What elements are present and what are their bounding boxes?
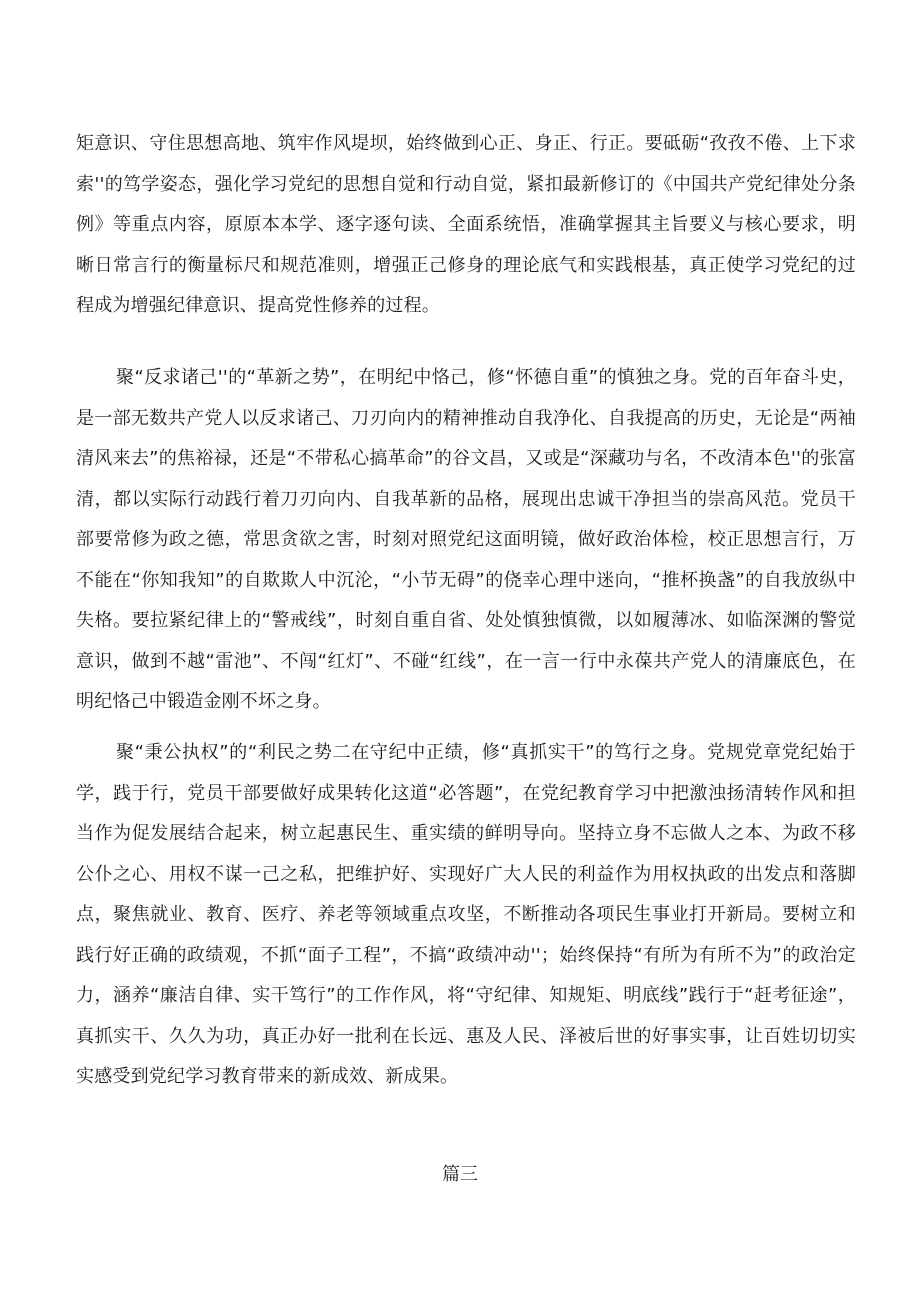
paragraph-self-reflection: 聚“反求诸己''的“革新之势”，在明纪中恪己，修“怀德自重”的慎独之身。党的百年奋斗史，是一部无数共产党人以反求诸己、刀刃向内的精神推动自我净化、自我提高的历史，无论是“两袖清风来去”的焦裕禄，还是“不带私心搞革命”的谷文昌，又或是“深藏功与名，不改清本色''的张富清，都以实际行动践行着刀刃向内、自我革新的品格，展现出忠诚干净担当的崇高风范。党员干部要常修为政之德，常思贪欲之害，时刻对照党纪这面明镜，做好政治体检，校正思想言行，万不能在“你知我知”的自欺欺人中沉沦，“小节无碍”的侥幸心理中迷向，“推杯换盏”的自我放纵中失格。要拉紧纪律上的“警戒线”，时刻自重自省、处处慎独慎微，以如履薄冰、如临深渊的警觉意识，做到不越“雷池”、不闯“红灯”、不碰“红线”，在一言一行中永葆共产党人的清廉底色，在明纪恪己中锻造金刚不坏之身。: [76, 367, 856, 712]
section-heading: 篇三: [442, 1164, 478, 1185]
paragraph-public-service: 聚“秉公执权”的“利民之势二在守纪中正绩，修“真抓实干”的笃行之身。党规党章党纪始于学，践于行，党员干部要做好成果转化这道“必答题”，在党纪教育学习中把激浊扬清转作风和担当作为促发展结合起来，树立起惠民生、重实绩的鲜明导向。坚持立身不忘做人之本、为政不移公仆之心、用权不谋一己之私，把维护好、实现好广大人民的利益作为用权执政的出发点和落脚点，聚焦就业、教育、医疗、养老等领域重点攻坚，不断推动各项民生事业打开新局。要树立和践行好正确的政绩观，不抓“面子工程”，不搞“政绩冲动''；始终保持“有所为有所不为”的政治定力，涵养“廉洁自律、实干笃行”的工作作风，将“守纪律、知规矩、明底线”践行于“赶考征途”，真抓实干、久久为功，真正办好一批利在长远、惠及人民、泽被后世的好事实事，让百姓切切实实感受到党纪学习教育带来的新成效、新成果。: [76, 742, 856, 1087]
paragraph-continuation: 矩意识、守住思想高地、筑牢作风堤坝，始终做到心正、身正、行正。要砥砺“孜孜不倦、上下求索''的笃学姿态，强化学习党纪的思想自觉和行动自觉，紧扣最新修订的《中国共产党纪律处分条例》等重点内容，原原本本学、逐字逐句读、全面系统悟，准确掌握其主旨要义与核心要求，明晰日常言行的衡量标尺和规范准则，增强正己修身的理论底气和实践根基，真正使学习党纪的过程成为增强纪律意识、提高党性修养的过程。: [76, 133, 856, 316]
